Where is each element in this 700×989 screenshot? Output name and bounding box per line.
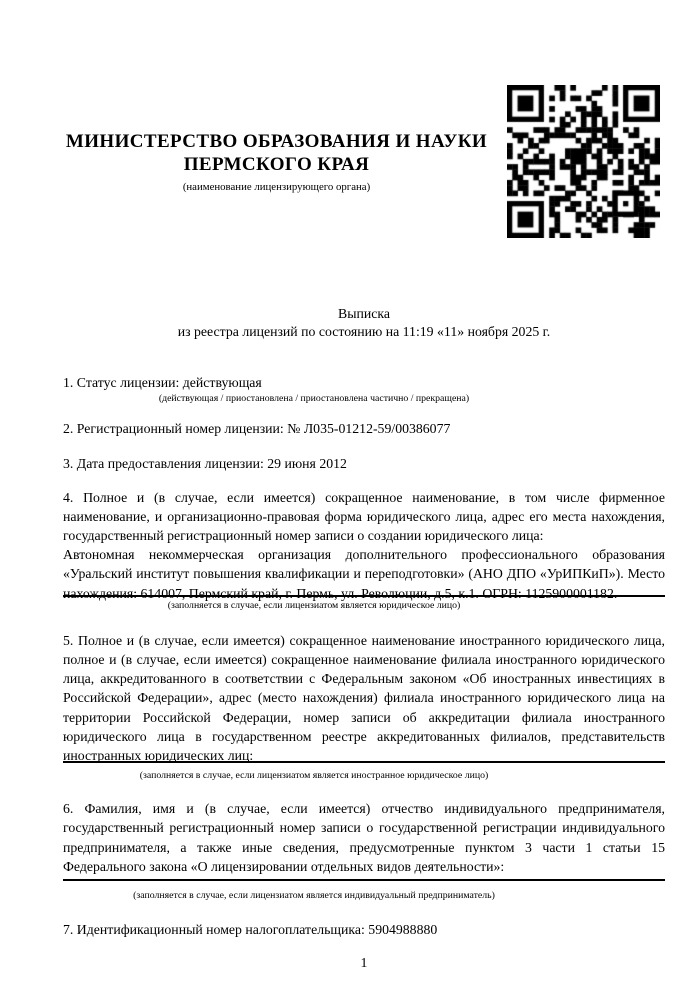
document-title-line1: Выписка xyxy=(338,306,390,321)
licensing-authority-header xyxy=(63,130,490,194)
section-1-license-status: 1. Статус лицензии: действующая xyxy=(63,375,262,390)
section-5-caption: (заполняется в случае, если лицензиатом является иностранное юридическое лицо) xyxy=(139,770,489,782)
ministry-name-line1: МИНИСТЕРСТВО ОБРАЗОВАНИЯ И НАУКИ xyxy=(65,131,488,152)
section-5-foreign-entity-prompt: 5. Полное и (в случае, если имеется) сокращенное наименование иностранного юридического лица, полное и (в случае, если имеется) сокращенное наименование филиала иностранного юридического лица, аккредитованного в соответствии с Федеральным законом «Об иностранных инвестициях в Российской Федерации», адрес (место нахождения) филиала иностранного юридического лица на территории Российской Федерации, номер записи об аккредитации филиала иностранного юридического лица в государственном реестре аккредитованных филиалов, представительств иностранных юридических лиц: xyxy=(63,632,665,764)
document-body xyxy=(63,300,665,972)
qr-code xyxy=(507,85,660,238)
section-6-caption: (заполняется в случае, если лицензиатом является индивидуальный предприниматель) xyxy=(133,890,495,902)
document-title xyxy=(63,305,665,340)
section-4-caption: (заполняется в случае, если лицензиатом является юридическое лицо) xyxy=(167,599,461,611)
section-3-grant-date: 3. Дата предоставления лицензии: 29 июня 2012 xyxy=(63,456,347,472)
section-2-registration-number: 2. Регистрационный номер лицензии: № Л035-01212-59/00386077 xyxy=(63,421,451,437)
ministry-name-line2: ПЕРМСКОГО КРАЯ xyxy=(183,154,370,175)
section-6-entrepreneur-prompt: 6. Фамилия, имя и (в случае, если имеется) отчество индивидуального предпринимателя, государственный регистрационный номер записи о государственной регистрации индивидуального предпринимателя, а также иные сведения, предусмотренные пунктом 3 части 1 статьи 15 Федерального закона «О лицензировании отдельных видов деятельности»: xyxy=(63,801,665,874)
section-4-legal-entity-value: Автономная некоммерческая организация дополнительного профессионального образования «Уральский институт повышения квалификации и переподготовки» (АНО ДПО «УрИПКиП»). Место нахождения: 614007, Пермский край, г. Пермь, ул. Революции, д.5, к.1. ОГРН: 1125900001182. xyxy=(63,547,665,601)
page-number: 1 xyxy=(360,955,368,971)
section-6-field-rule xyxy=(63,879,665,881)
document-title-line2: из реестра лицензий по состоянию на 11:19 «11» ноября 2025 г. xyxy=(177,323,551,339)
section-1-caption: (действующая / приостановлена / приостановлена частично / прекращена) xyxy=(158,393,470,405)
section-4-legal-entity-prompt: 4. Полное и (в случае, если имеется) сокращенное наименование, в том числе фирменное наименование, и организационно-правовая форма юридического лица, адрес его места нахождения, государственный регистрационный номер записи о создании юридического лица: xyxy=(63,489,665,544)
section-7-taxpayer-id: 7. Идентификационный номер налогоплательщика: 5904988880 xyxy=(63,922,438,938)
ministry-caption: (наименование лицензирующего органа) xyxy=(182,181,371,193)
